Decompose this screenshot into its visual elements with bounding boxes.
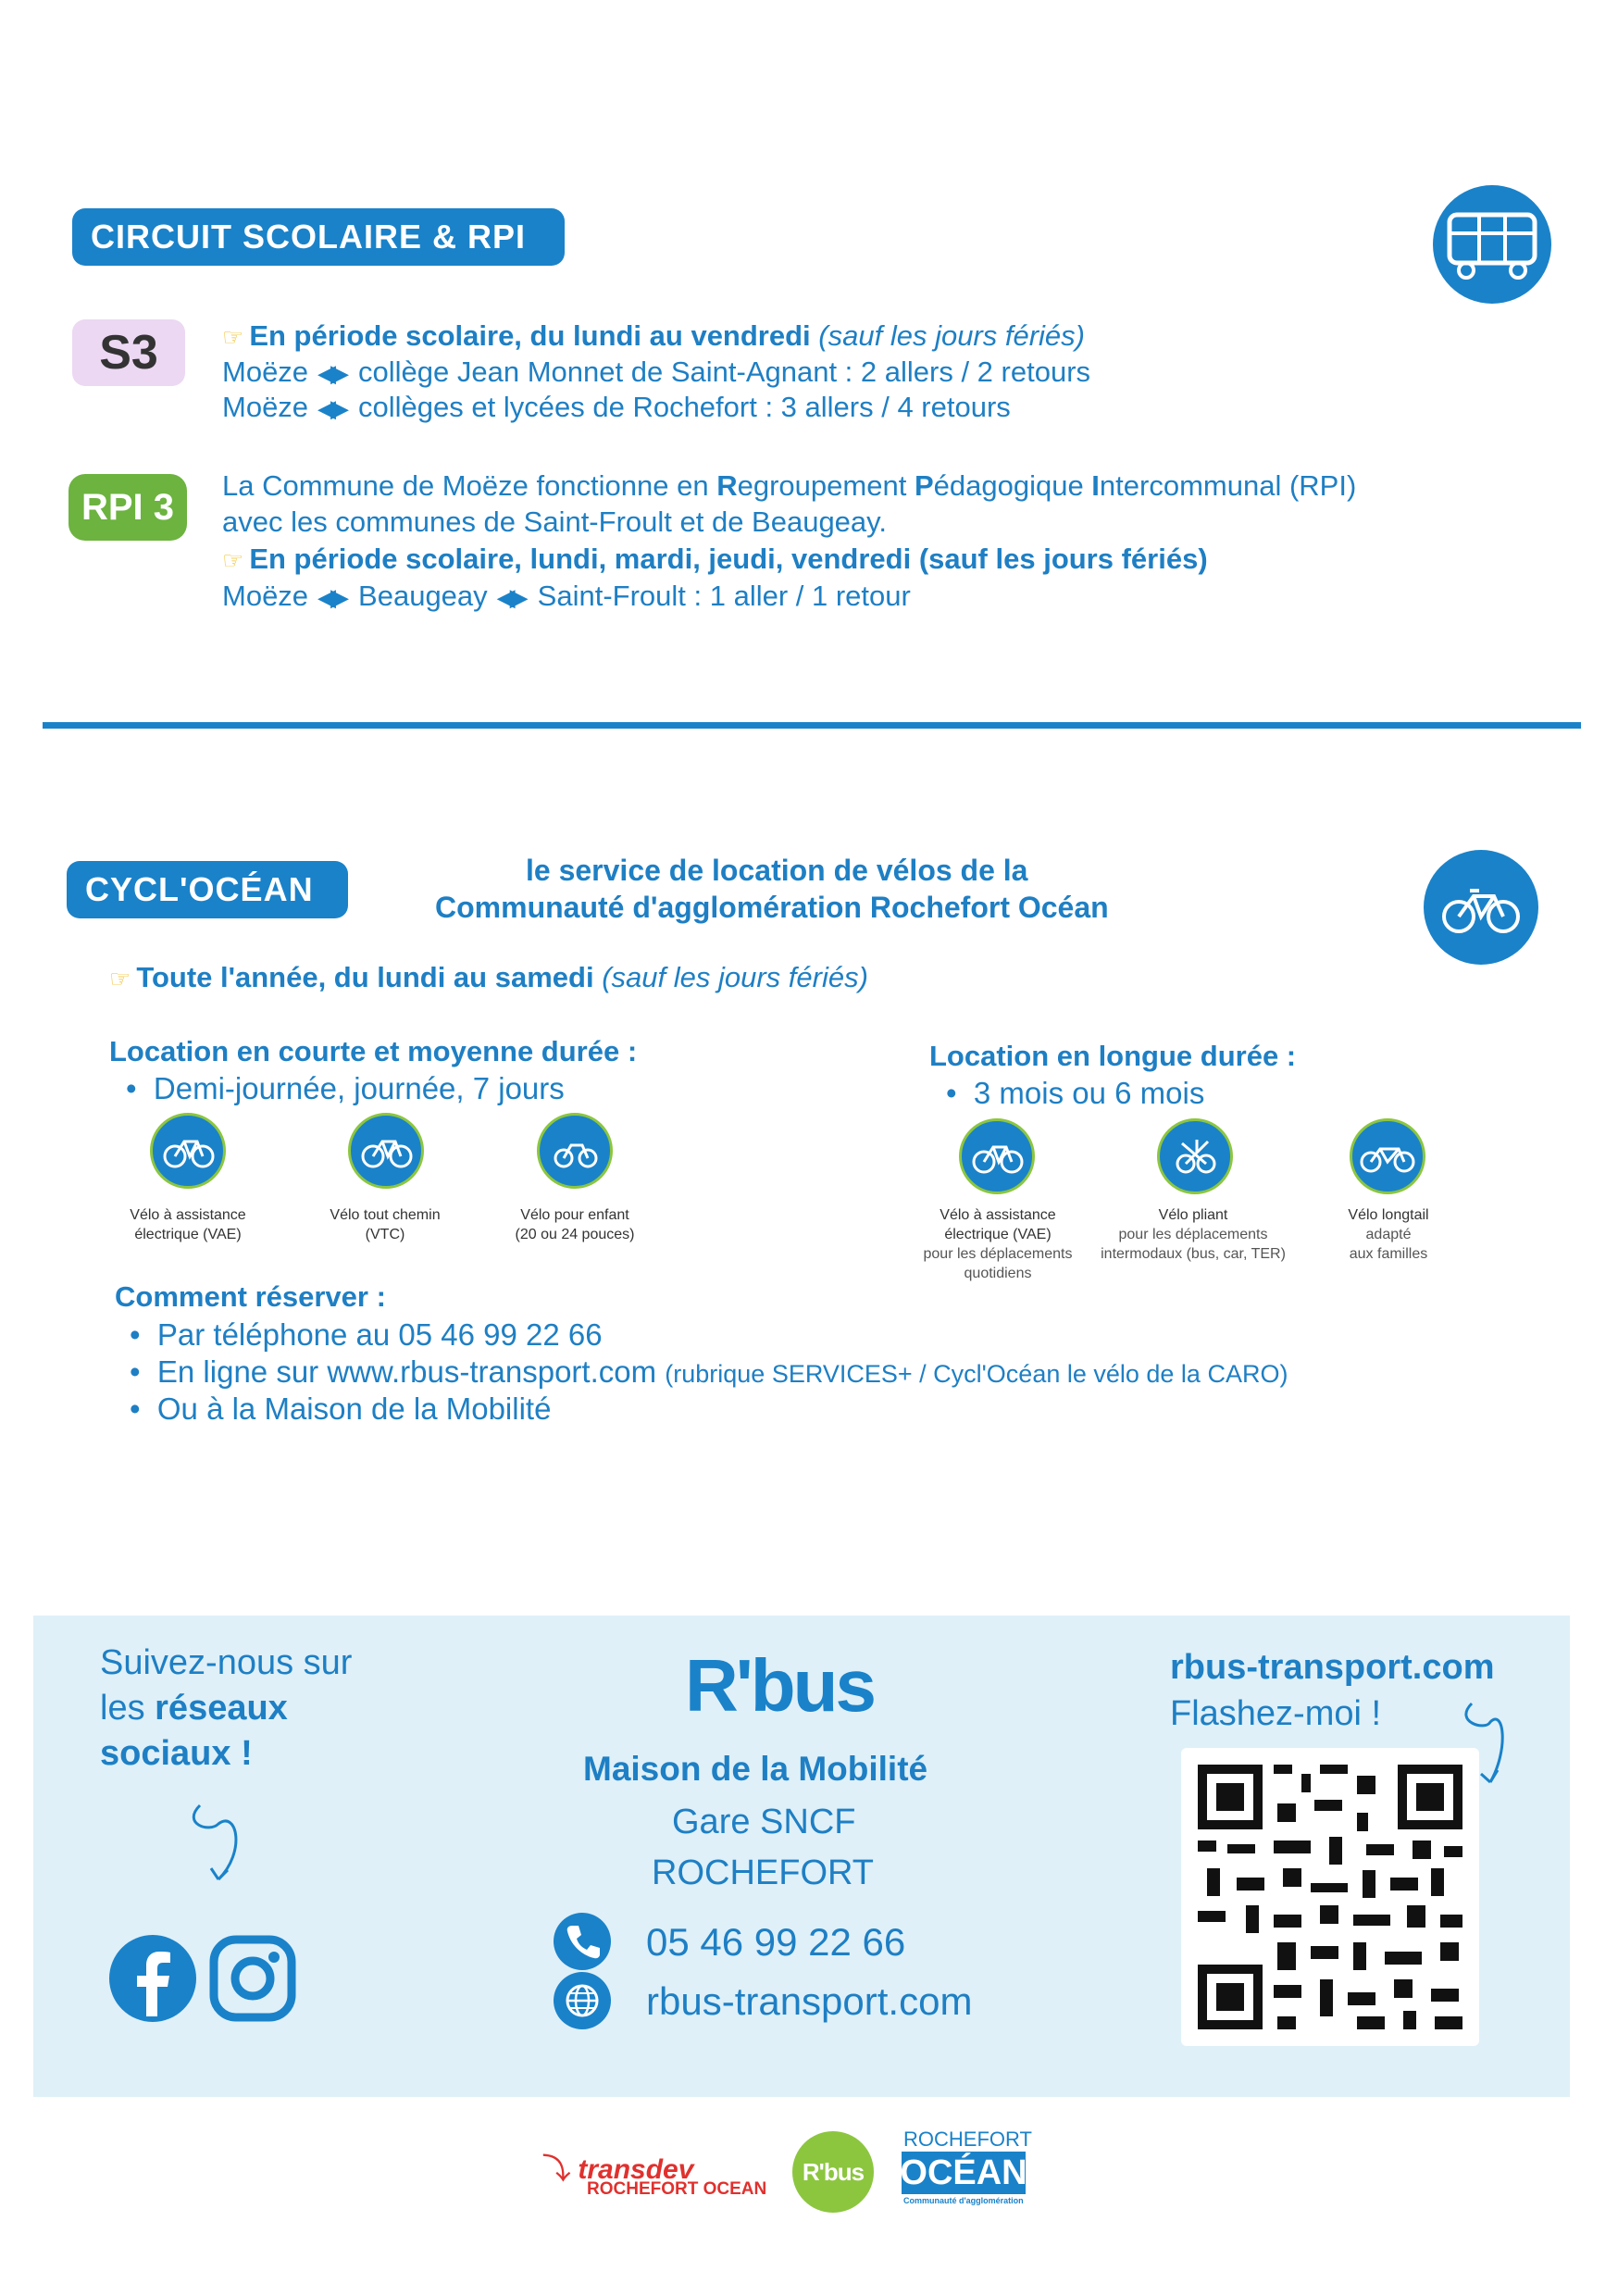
curly-arrow-left-icon (181, 1796, 255, 1898)
e-bike-icon (150, 1113, 226, 1189)
rochefort-top: ROCHEFORT (903, 2128, 1032, 2151)
follow-line-2: les réseaux (100, 1689, 288, 1728)
maison-title: Maison de la Mobilité (583, 1750, 928, 1788)
rbus-partner-logo: R'bus (792, 2131, 874, 2213)
phone-icon (554, 1913, 611, 1970)
reserve-office: • Ou à la Maison de la Mobilité (130, 1391, 552, 1426)
double-arrow-icon: ◀▶ (496, 583, 523, 611)
footer-phone[interactable]: 05 46 99 22 66 (646, 1920, 906, 1964)
short-rental-heading: Location en courte et moyenne durée : (109, 1035, 638, 1067)
pointing-hand-icon: ☞ (109, 965, 131, 992)
caption-long-vae: Vélo à assistance électrique (VAE) pour les déplacements quotidiens (923, 1207, 1073, 1281)
pointing-hand-icon: ☞ (222, 323, 244, 351)
facebook-icon[interactable] (109, 1935, 196, 2022)
s3-route-1: Moëze ◀▶ collège Jean Monnet de Saint-Agnant : 2 allers / 2 retours (222, 356, 1091, 388)
child-bike-icon (537, 1113, 613, 1189)
transdev-mark-icon: ⤵ (542, 2154, 570, 2185)
pointing-hand-icon: ☞ (222, 546, 244, 574)
bicycle-icon (1424, 850, 1538, 965)
double-arrow-icon: ◀▶ (317, 359, 344, 387)
rpi-badge: RPI 3 (68, 474, 187, 541)
maison-city: ROCHEFORT (652, 1853, 874, 1892)
cycl-title-1: le service de location de vélos de la (526, 854, 1028, 887)
qr-code[interactable] (1181, 1748, 1479, 2046)
follow-line-3: sociaux ! (100, 1734, 253, 1773)
reserve-online: • En ligne sur www.rbus-transport.com (rubrique SERVICES+ / Cycl'Océan le vélo de la CARO) (130, 1354, 1288, 1389)
caption-vtc: Vélo tout chemin (VTC) (330, 1207, 441, 1242)
maison-gare: Gare SNCF (672, 1803, 856, 1841)
flash-label: Flashez-moi ! (1170, 1694, 1382, 1733)
folding-bike-icon (1157, 1118, 1233, 1194)
rochefort-sub: Communauté d'agglomération (903, 2196, 1024, 2205)
reserve-heading: Comment réserver : (115, 1280, 386, 1313)
section-label-circuit: CIRCUIT SCOLAIRE & RPI (72, 208, 565, 266)
globe-icon (554, 1972, 611, 2029)
rpi-description-2: avec les communes de Saint-Froult et de Beaugeay. (222, 505, 887, 538)
transdev-logo: ⤵ transdev (542, 2154, 694, 2185)
rpi-description-1: La Commune de Moëze fonctionne en Regroupement Pédagogique Intercommunal (RPI) (222, 469, 1357, 502)
caption-child-bike: Vélo pour enfant (20 ou 24 pouces) (515, 1207, 635, 1242)
s3-badge: S3 (72, 319, 185, 386)
long-rental-item: • 3 mois ou 6 mois (946, 1076, 1205, 1110)
cycl-period: ☞ Toute l'année, du lundi au samedi (sauf les jours fériés) (109, 961, 868, 993)
caption-folding-bike: Vélo pliant pour les déplacements intermodaux (bus, car, TER) (1101, 1207, 1286, 1262)
rpi-period: ☞ En période scolaire, lundi, mardi, jeudi, vendredi (sauf les jours fériés) (222, 543, 1208, 575)
long-rental-heading: Location en longue durée : (929, 1040, 1297, 1072)
site-title[interactable]: rbus-transport.com (1170, 1648, 1495, 1687)
caption-longtail-bike: Vélo longtail adapté aux familles (1348, 1207, 1429, 1262)
reserve-phone: • Par téléphone au 05 46 99 22 66 (130, 1317, 603, 1352)
longtail-bike-icon (1350, 1118, 1425, 1194)
follow-line-1: Suivez-nous sur (100, 1643, 353, 1682)
double-arrow-icon: ◀▶ (317, 583, 344, 611)
vtc-bike-icon (348, 1113, 424, 1189)
instagram-icon[interactable] (209, 1935, 296, 2022)
rbus-logo: R'bus (685, 1644, 875, 1727)
bus-icon (1433, 185, 1551, 304)
caption-vae: Vélo à assistance électrique (VAE) (130, 1207, 246, 1242)
footer-web[interactable]: rbus-transport.com (646, 1979, 973, 2023)
section-divider (43, 722, 1581, 729)
s3-route-2: Moëze ◀▶ collèges et lycées de Rochefort : 3 allers / 4 retours (222, 391, 1011, 423)
rochefort-ocean-logo: OCÉAN (902, 2152, 1026, 2194)
section-label-cycl: CYCL'OCÉAN (67, 861, 348, 918)
rpi-route: Moëze ◀▶ Beaugeay ◀▶ Saint-Froult : 1 aller / 1 retour (222, 580, 911, 612)
double-arrow-icon: ◀▶ (317, 394, 344, 422)
cycl-title-2: Communauté d'agglomération Rochefort Océan (435, 891, 1109, 924)
s3-period: ☞ En période scolaire, du lundi au vendredi (sauf les jours fériés) (222, 319, 1086, 352)
short-rental-item: • Demi-journée, journée, 7 jours (126, 1071, 565, 1105)
long-e-bike-icon (959, 1118, 1035, 1194)
transdev-sub: ROCHEFORT OCEAN (587, 2179, 767, 2199)
